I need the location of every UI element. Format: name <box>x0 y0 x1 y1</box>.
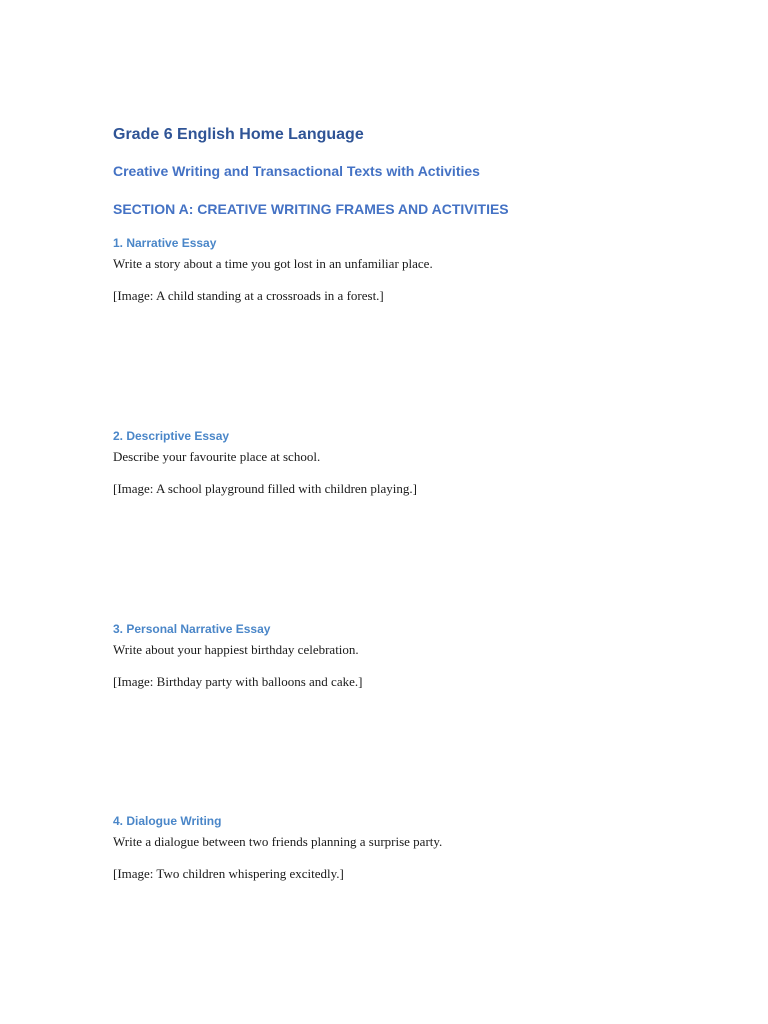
document-subtitle: Creative Writing and Transactional Texts with Activities <box>113 163 480 179</box>
dialogue-writing-title: 4. Dialogue Writing <box>113 814 222 828</box>
narrative-essay-title: 1. Narrative Essay <box>113 236 217 250</box>
document-title: Grade 6 English Home Language <box>113 126 364 143</box>
personal-narrative-essay-image-note: [Image: Birthday party with balloons and cake.] <box>113 674 363 689</box>
section-heading: SECTION A: CREATIVE WRITING FRAMES AND ACTIVITIES <box>113 201 509 217</box>
personal-narrative-essay-title: 3. Personal Narrative Essay <box>113 622 271 636</box>
narrative-essay-image-note: [Image: A child standing at a crossroads in a forest.] <box>113 288 384 303</box>
dialogue-writing-prompt: Write a dialogue between two friends planning a surprise party. <box>113 834 443 849</box>
narrative-essay-prompt: Write a story about a time you got lost in an unfamiliar place. <box>113 256 433 271</box>
descriptive-essay-image-note: [Image: A school playground filled with children playing.] <box>113 481 417 496</box>
personal-narrative-essay-prompt: Write about your happiest birthday celebration. <box>113 642 359 657</box>
descriptive-essay-title: 2. Descriptive Essay <box>113 429 230 443</box>
dialogue-writing-image-note: [Image: Two children whispering excitedly.] <box>113 866 344 881</box>
descriptive-essay-prompt: Describe your favourite place at school. <box>113 449 321 464</box>
